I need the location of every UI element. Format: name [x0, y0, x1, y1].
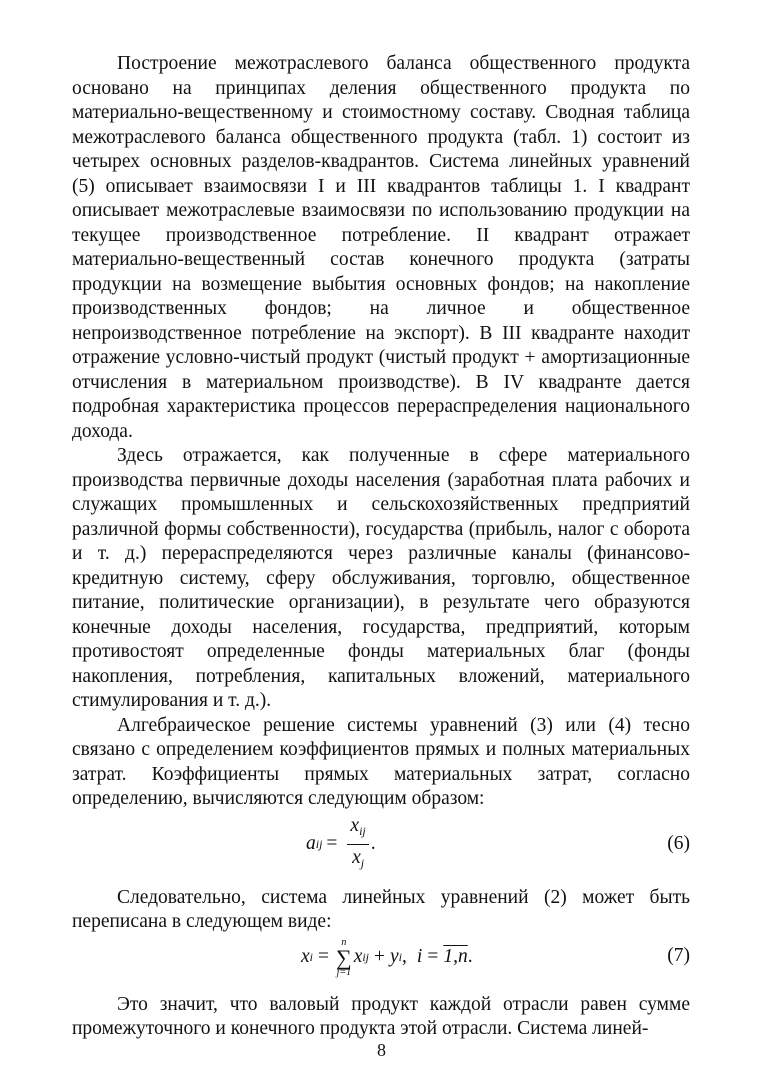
formula-7-y-sub: i — [398, 950, 403, 965]
paragraph-3: Алгебраическое решение системы уравнений (3) или (4) тесно связано с определением коэффициентов прямых и полных материальных затрат. Коэффициенты прямых материальных затрат, согласно определению, вычисляются следующим образом: — [72, 714, 690, 809]
formula-7-number: (7) — [667, 944, 690, 966]
formula-6-period: . — [370, 833, 376, 855]
formula-6-den-sub: j — [360, 856, 365, 870]
formula-6-equals: = — [326, 833, 338, 855]
formula-6-number: (6) — [667, 832, 690, 854]
formula-7-eq2: = — [427, 946, 439, 968]
formula-7-lhs-sub: i — [309, 950, 313, 965]
formula-7-sum-symbol: ∑ — [336, 944, 352, 970]
formula-7-sum — [336, 938, 352, 978]
formula-7 — [72, 935, 690, 981]
formula-7-expression — [301, 935, 473, 981]
formula-7-lhs: x — [301, 946, 310, 968]
formula-7-sum-lower: j=1 — [336, 966, 352, 978]
paragraph-4: Следовательно, система линейных уравнений (2) может быть переписана в следующем виде: — [72, 886, 690, 932]
paragraph-5: Это значит, что валовый продукт каждой отрасли равен сумме промежуточного и конечного продукта этой отрасли. Система линей- — [72, 993, 690, 1039]
formula-6 — [72, 816, 690, 874]
formula-6-numerator — [347, 813, 368, 845]
formula-6-lhs: a — [306, 833, 316, 855]
formula-7-sum-upper: n — [341, 936, 347, 948]
formula-7-period: . — [467, 946, 473, 968]
formula-6-lhs-sub: ij — [315, 837, 323, 852]
formula-6-fraction — [347, 813, 368, 876]
formula-7-plus: + — [374, 946, 386, 968]
paragraph-1: Построение межотраслевого баланса общественного продукта основано на принципах деления общественного продукта по материально-вещественному и стоимостному составу. Сводная таблица межотраслевого баланса общественного продукта (табл. 1) состоит из четырех основных разделов-квадрантов. Система линейных уравнений (5) описывает взаимосвязи I и III квадрантов таблицы 1. I квадрант описывает межотраслевые взаимосвязи по использованию продукции на текущее производственное потребление. II квадрант отражает материально-вещественный состав конечного продукта (затраты продукции на возмещение выбытия основных фондов; на накопление производственных фондов; на личное и общественное непроизводственное потребление на экспорт). В III квадранте находит отражение условно-чистый продукт (чистый продукт + амортизационные отчисления в материальном производстве). В IV квадранте дается подробная характеристика процессов перераспределения национального дохода. — [72, 53, 690, 442]
formula-6-denominator — [349, 845, 367, 876]
formula-7-comma: , — [402, 946, 407, 968]
formula-7-equals: = — [318, 946, 329, 968]
formula-6-num-sub: ij — [359, 824, 366, 838]
formula-6-num-var: x — [350, 815, 360, 836]
formula-7-term-sub: ij — [362, 950, 370, 965]
paragraph-2: Здесь отражается, как полученные в сфере материального производства первичные доходы населения (заработная плата рабочих и служащих промышленных и сельскохозяйственных предприятий различной формы собственности), государства (прибыль, налог с оборота и т. д.) перераспределяются через различные каналы (финансово-кредитную систему, сферу обслуживания, торговлю, общественное питание, политические организации), в результате чего образуются конечные доходы населения, государства, предприятий, которым противостоят определенные фонды материальных благ (фонды накопления, потребления, капитальных вложений, материального стимулирования и т. д.). — [72, 445, 690, 711]
formula-7-term: x — [353, 946, 363, 968]
formula-7-index: i — [416, 946, 423, 968]
page-number: 8 — [377, 1040, 386, 1060]
formula-6-den-var: x — [352, 847, 361, 868]
formula-7-range: 1,n — [443, 946, 468, 968]
page-body — [72, 52, 690, 1042]
formula-6-expression — [306, 816, 376, 874]
formula-7-y: y — [390, 946, 399, 968]
